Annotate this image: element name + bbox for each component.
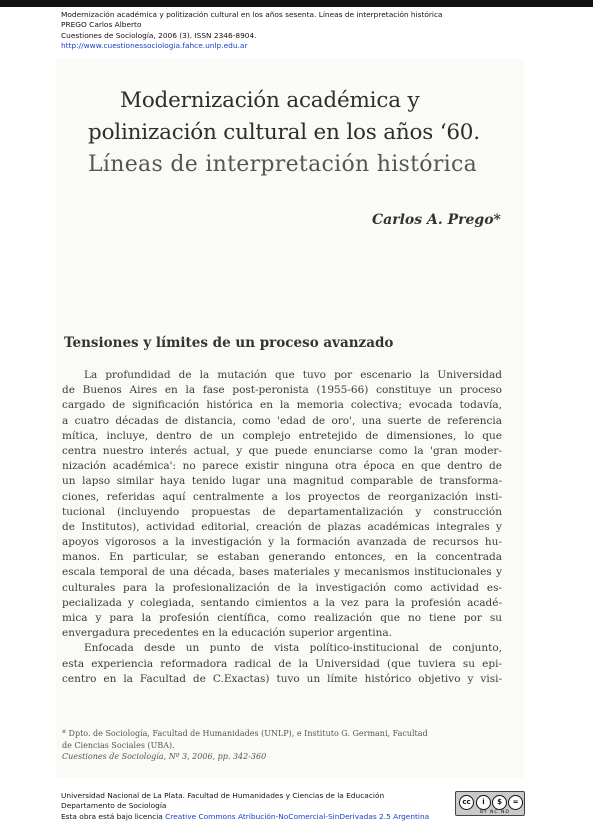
body-line: escala temporal de una década, bases materiales y mecanismos institucionales y [62, 566, 502, 579]
journal-citation: Cuestiones de Sociología, Nº 3, 2006, pp. 342-360 [62, 752, 267, 761]
article-title-line-2: polinización cultural en los años ‘60. [88, 120, 480, 145]
document-footer [61, 791, 429, 822]
footnote-line: * Dpto. de Sociología, Facultad de Humanidades (UNLP), e Instituto G. Germani, Facultad [62, 729, 428, 738]
top-bar [0, 0, 593, 7]
cc-license-badge[interactable] [455, 791, 525, 816]
noncommercial-icon: $ [492, 795, 507, 810]
cc-badge-labels: BY NC ND [480, 810, 510, 815]
section-heading: Tensiones y límites de un proceso avanzado [64, 335, 394, 351]
body-line: envergadura precedentes en la educación superior argentina. [62, 627, 392, 640]
body-line: de Buenos Aires en la fase post-peronista (1955-66) constituye un proceso [62, 384, 502, 397]
header-link[interactable]: http://www.cuestionessociologia.fahce.unlp.edu.ar [61, 41, 248, 51]
body-line: ciones, referidas aquí centralmente a los proyectos de reorganización insti- [62, 490, 502, 503]
body-line: apoyos vigorosos a la investigación y la formación avanzada de recursos hu- [62, 536, 502, 549]
header-title: Modernización académica y politización cultural en los años sesenta. Líneas de interpretación histórica [61, 10, 443, 19]
body-line: pecializada y colegiada, sentando cimientos a la vez para la profesión acadé- [62, 596, 502, 609]
body-line: esta experiencia reformadora radical de la Universidad (que tuviera su epi- [62, 657, 502, 670]
footer-license-prefix: Esta obra está bajo licencia [61, 811, 166, 821]
document-header [61, 10, 443, 52]
body-line: tucional (incluyendo propuestas de departamentalización y construcción [62, 505, 502, 518]
body-line: manos. En particular, se estaban generando entonces, en la concentrada [62, 551, 502, 564]
footer-license [61, 812, 429, 822]
body-line: La profundidad de la mutación que tuvo por escenario la Universidad [84, 369, 502, 381]
article-body [62, 368, 502, 687]
body-line: Enfocada desde un punto de vista político-institucional de conjunto, [84, 642, 502, 655]
article-subtitle: Líneas de interpretación histórica [88, 152, 478, 177]
cc-icon: cc [459, 795, 474, 810]
noderivatives-icon: = [508, 795, 523, 810]
body-line: un lapso similar haya tenido lugar una magnitud comparable de transforma- [62, 475, 502, 488]
footnote-line: de Ciencias Sociales (UBA). [62, 740, 175, 750]
attribution-icon: i [476, 795, 491, 810]
body-line: nización académica': no parece existir ninguna otra época en que dentro de [62, 460, 502, 473]
body-line: centro en la Facultad de C.Exactas) tuvo un límite histórico objetivo y visi- [62, 672, 502, 685]
body-line: culturales para la profesionalización de la investigación como actividad es- [62, 581, 502, 594]
footnote [62, 728, 502, 763]
article-author: Carlos A. Prego* [372, 212, 501, 228]
article-title-line-1: Modernización académica y [120, 88, 420, 113]
body-line: cargado de significación histórica en la memoria colectiva; evocada todavía, [62, 399, 502, 412]
body-line: a cuatro décadas de distancia, como 'edad de oro', una suerte de referencia [62, 414, 502, 427]
body-line: de Institutos), actividad editorial, creación de plazas académicas integrales y [62, 520, 502, 533]
footer-department: Departamento de Sociología [61, 801, 167, 811]
license-link[interactable]: Creative Commons Atribución-NoComercial-SinDerivadas 2.5 Argentina [165, 811, 430, 821]
body-line: mica y para la profesión científica, como realización que no tiene por su [62, 612, 502, 624]
header-citation: Cuestiones de Sociología, 2006 (3). ISSN 2346-8904. [61, 30, 257, 40]
body-line: centra nuestro interés actual, y que puede enunciarse como la 'gran moder- [62, 444, 502, 457]
header-author: PREGO Carlos Alberto [61, 20, 142, 30]
body-line: mítica, incluye, dentro de un complejo entretejido de dimensiones, lo que [62, 429, 502, 442]
footer-institution: Universidad Nacional de La Plata. Facultad de Humanidades y Ciencias de la Educación [61, 791, 385, 800]
